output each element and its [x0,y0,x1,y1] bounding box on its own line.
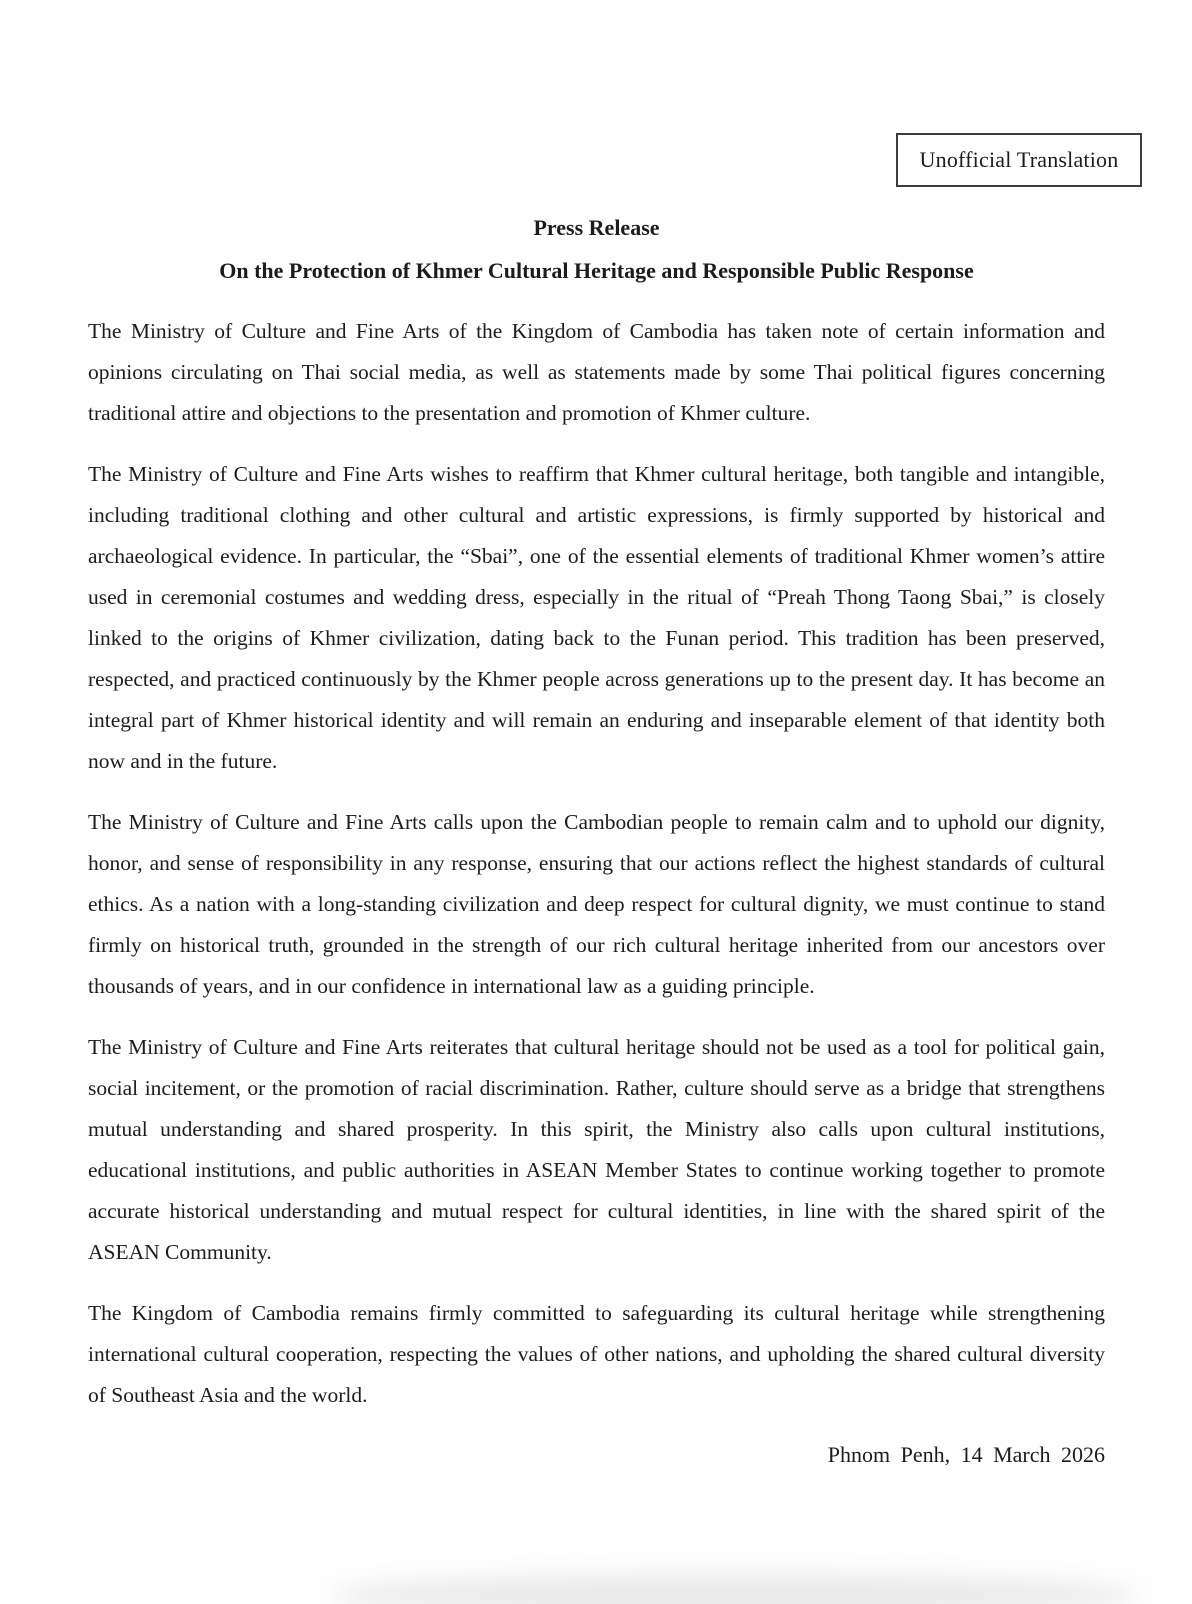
document-title: Press Release [533,215,660,240]
body-paragraph-5: The Kingdom of Cambodia remains firmly committed to safeguarding its cultural heritage while strengthening international cultural cooperation, respecting the values of other nations, and upholding the shared cultural diversity of Southeast Asia and the world. [88,1301,1105,1407]
document-body [88,285,1105,1416]
body-paragraph-2: The Ministry of Culture and Fine Arts wishes to reaffirm that Khmer cultural heritage, both tangible and intangible, including traditional clothing and other cultural and artistic expressions, is firmly supported by historical and archaeological evidence. In particular, the “Sbai”, one of the essential elements of traditional Khmer women’s attire used in ceremonial costumes and wedding dress, especially in the ritual of “Preah Thong Taong Sbai,” is closely linked to the origins of Khmer civilization, dating back to the Funan period. This tradition has been preserved, respected, and practiced continuously by the Khmer people across generations up to the present day. It has become an integral part of Khmer historical identity and will remain an enduring and inseparable element of that identity both now and in the future. [88,462,1105,773]
document-subtitle: On the Protection of Khmer Cultural Heritage and Responsible Public Response [219,258,974,283]
unofficial-translation-badge-label: Unofficial Translation [919,147,1119,172]
body-paragraph-1: The Ministry of Culture and Fine Arts of the Kingdom of Cambodia has taken note of certain information and opinions circulating on Thai social media, as well as statements made by some Thai political figures concerning traditional attire and objections to the presentation and promotion of Khmer culture. [88,319,1105,425]
dateline: Phnom Penh, 14 March 2026 [827,1442,1105,1467]
page-bottom-shadow [330,1574,1140,1604]
unofficial-translation-badge [896,133,1142,187]
body-paragraph-3: The Ministry of Culture and Fine Arts calls upon the Cambodian people to remain calm and to uphold our dignity, honor, and sense of responsibility in any response, ensuring that our actions reflect the highest standards of cultural ethics. As a nation with a long-standing civilization and deep respect for cultural dignity, we must continue to stand firmly on historical truth, grounded in the strength of our rich cultural heritage inherited from our ancestors over thousands of years, and in our confidence in international law as a guiding principle. [88,810,1105,998]
body-paragraph-4: The Ministry of Culture and Fine Arts reiterates that cultural heritage should not be used as a tool for political gain, social incitement, or the promotion of racial discrimination. Rather, culture should serve as a bridge that strengthens mutual understanding and shared prosperity. In this spirit, the Ministry also calls upon cultural institutions, educational institutions, and public authorities in ASEAN Member States to continue working together to promote accurate historical understanding and mutual respect for cultural identities, in line with the shared spirit of the ASEAN Community. [88,1035,1105,1264]
